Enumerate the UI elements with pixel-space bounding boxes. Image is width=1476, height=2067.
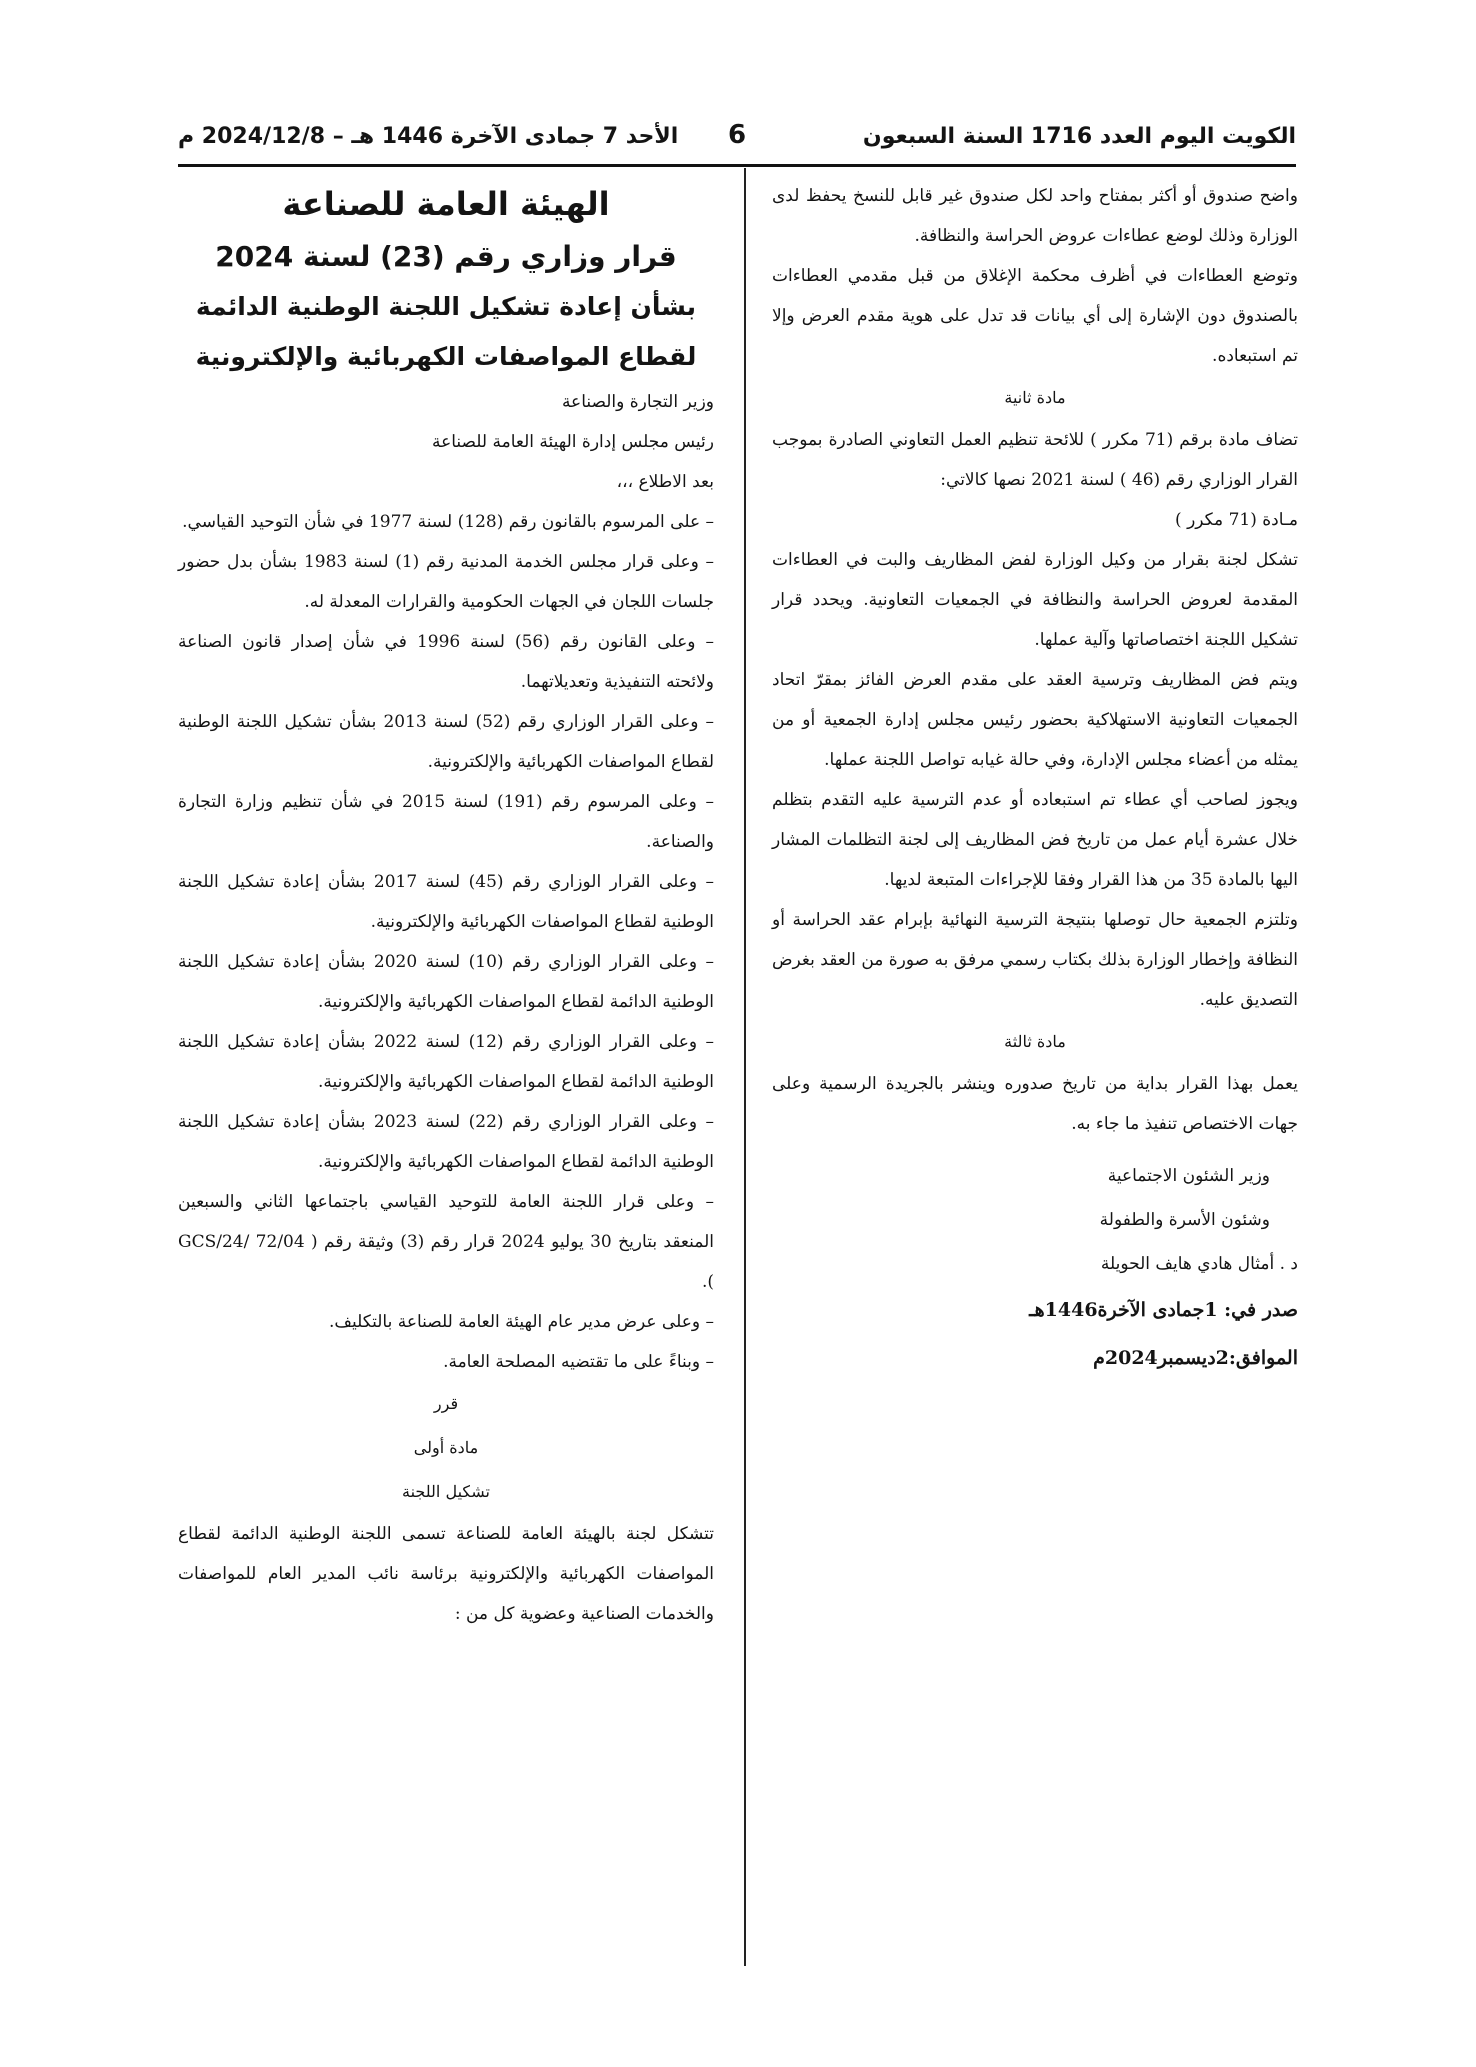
article-number: مـادة (71 مكرر ) [1175, 510, 1298, 530]
preamble-line: بعد الاطلاع ،،، [616, 472, 714, 492]
paragraph: ويتم فض المظاريف وترسية العقد على مقدم العرض الفائز بمقرّ اتحاد الجمعيات التعاونية الاستهلاكية بحضور رئيس مجلس إدارة الجمعية أو من يمثله من أعضاء مجلس الإدارة، وفي حالة غيابه تواصل اللجنة عملها. [772, 670, 1298, 770]
recital: – وبناءً على ما تقتضيه المصلحة العامة. [443, 1352, 714, 1372]
issue-date: صدر في: 1جمادى الآخرة1446هـ [1029, 1299, 1298, 1321]
paragraph: تضاف مادة برقم (71 مكرر ) للائحة تنظيم العمل التعاوني الصادرة بموجب القرار الوزاري رقم (46 ) لسنة 2021 نصها كالاتي: [772, 430, 1298, 490]
paragraph: واضح صندوق أو أكثر بمفتاح واحد لكل صندوق غير قابل للنسخ يحفظ لدى الوزارة وذلك لوضع عطاءات عروض الحراسة والنظافة. [772, 186, 1298, 246]
gregorian-date: الموافق:2ديسمبر2024م [1093, 1347, 1298, 1369]
paragraph: وتوضع العطاءات في أظرف محكمة الإغلاق من قبل مقدمي العطاءات بالصندوق دون الإشارة إلى أي بيانات قد تدل على هوية مقدم العرض وإلا تم استبعاده. [772, 266, 1298, 366]
header-date: الأحد 7 جمادى الآخرة 1446 هـ – 2024/12/8 م [178, 124, 679, 149]
recital: – وعلى القرار الوزاري رقم (22) لسنة 2023 بشأن إعادة تشكيل اللجنة الوطنية الدائمة لقطاع المواصفات الكهربائية والإلكترونية. [178, 1112, 714, 1172]
article-title: تشكيل اللجنة [402, 1482, 490, 1501]
page-header [178, 118, 1296, 162]
decree-number: قرار وزاري رقم (23) لسنة 2024 [215, 240, 677, 273]
preamble-line: وزير التجارة والصناعة [561, 392, 714, 412]
article-heading: مادة أولى [413, 1438, 479, 1457]
recital: – على المرسوم بالقانون رقم (128) لسنة 1977 في شأن التوحيد القياسي. [182, 512, 714, 532]
right-column [772, 176, 1298, 1382]
header-issue-info: الكويت اليوم العدد 1716 السنة السبعون [862, 124, 1296, 149]
decided-heading: قرر [433, 1394, 459, 1413]
article-heading: مادة ثالثة [1004, 1032, 1066, 1051]
recital: – وعلى القرار الوزاري رقم (52) لسنة 2013 بشأن تشكيل اللجنة الوطنية لقطاع المواصفات الكهربائية والإلكترونية. [178, 712, 715, 772]
column-divider [744, 168, 746, 1966]
paragraph: تشكل لجنة بقرار من وكيل الوزارة لفض المظاريف والبت في العطاءات المقدمة لعروض الحراسة والنظافة في الجمعيات التعاونية. ويحدد قرار تشكيل اللجنة اختصاصاتها وآلية عملها. [772, 550, 1298, 650]
article-heading: مادة ثانية [1004, 388, 1066, 407]
decree-subject: بشأن إعادة تشكيل اللجنة الوطنية الدائمة لقطاع المواصفات الكهربائية والإلكترونية [195, 292, 697, 371]
header-rule [178, 164, 1296, 167]
authority-title: الهيئة العامة للصناعة [282, 185, 610, 223]
paragraph: ويجوز لصاحب أي عطاء تم استبعاده أو عدم الترسية عليه التقدم بتظلم خلال عشرة أيام عمل من تاريخ فض المظاريف إلى لجنة التظلمات المشار اليها بالمادة 35 من هذا القرار وفقا للإجراءات المتبعة لديها. [772, 790, 1298, 890]
page-number: 6 [727, 120, 747, 150]
recital: – وعلى القرار الوزاري رقم (10) لسنة 2020 بشأن إعادة تشكيل اللجنة الوطنية الدائمة لقطاع المواصفات الكهربائية والإلكترونية. [178, 952, 714, 1012]
recital: – وعلى القانون رقم (56) لسنة 1996 في شأن إصدار قانون الصناعة ولائحته التنفيذية وتعديلاتهما. [178, 632, 714, 692]
paragraph: يعمل بهذا القرار بداية من تاريخ صدوره وينشر بالجريدة الرسمية وعلى جهات الاختصاص تنفيذ ما جاء به. [772, 1074, 1298, 1134]
recital: – وعلى القرار الوزاري رقم (12) لسنة 2022 بشأن إعادة تشكيل اللجنة الوطنية الدائمة لقطاع المواصفات الكهربائية والإلكترونية. [178, 1032, 714, 1092]
recital: – وعلى القرار الوزاري رقم (45) لسنة 2017 بشأن إعادة تشكيل اللجنة الوطنية لقطاع المواصفات الكهربائية والإلكترونية. [178, 872, 714, 932]
recital: – وعلى المرسوم رقم (191) لسنة 2015 في شأن تنظيم وزارة التجارة والصناعة. [178, 792, 714, 852]
signatory-title: وزير الشئون الاجتماعية [1107, 1166, 1270, 1186]
recital: – وعلى عرض مدير عام الهيئة العامة للصناعة بالتكليف. [328, 1312, 714, 1332]
paragraph: وتلتزم الجمعية حال توصلها بنتيجة الترسية النهائية بإبرام عقد الحراسة أو النظافة وإخطار الوزارة بذلك بكتاب رسمي مرفق به صورة من العقد بغرض التصديق عليه. [772, 910, 1298, 1010]
recital: – وعلى قرار مجلس الخدمة المدنية رقم (1) لسنة 1983 بشأن بدل حضور جلسات اللجان في الجهات الحكومية والقرارات المعدلة له. [178, 552, 715, 612]
signatory-title: وشئون الأسرة والطفولة [1099, 1210, 1270, 1230]
preamble-line: رئيس مجلس إدارة الهيئة العامة للصناعة [431, 432, 714, 452]
signatory-name: د . أمثال هادي هايف الحويلة [1100, 1254, 1298, 1274]
paragraph: تتشكل لجنة بالهيئة العامة للصناعة تسمى اللجنة الوطنية الدائمة لقطاع المواصفات الكهربائية والإلكترونية برئاسة نائب المدير العام للمواصفات والخدمات الصناعية وعضوية كل من : [178, 1524, 714, 1624]
left-column [178, 176, 714, 1634]
recital: – وعلى قرار اللجنة العامة للتوحيد القياسي باجتماعها الثاني والسبعين المنعقد بتاريخ 30 يوليو 2024 قرار رقم (3) وثيقة رقم ( GCS/24/ 72/04 ). [178, 1192, 714, 1292]
